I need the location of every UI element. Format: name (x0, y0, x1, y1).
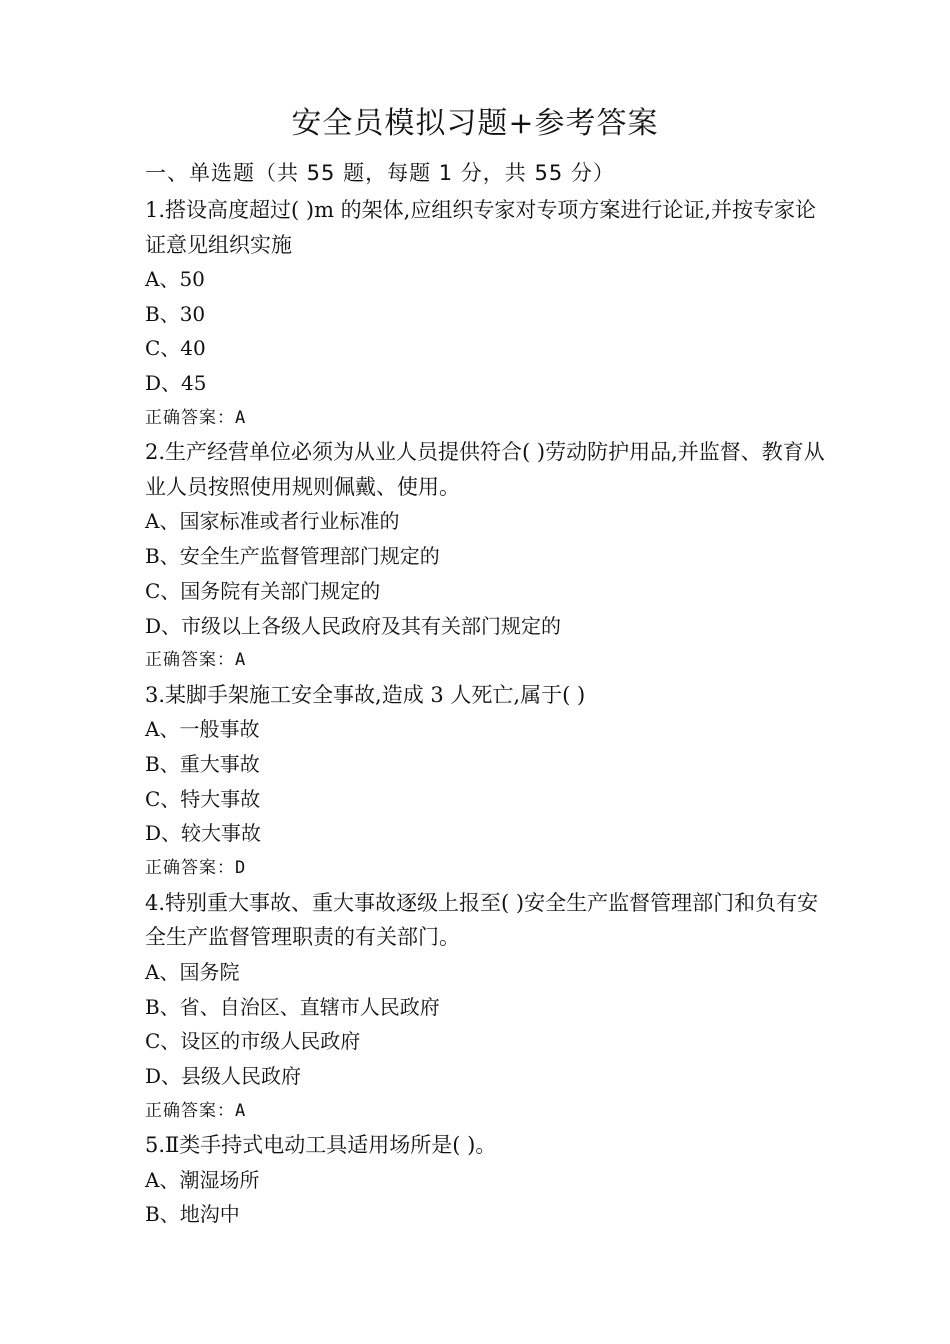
option-d: D、较大事故 (145, 821, 262, 846)
question-5 (145, 1128, 825, 1232)
option-c: C、40 (145, 336, 206, 361)
option-b: B、省、自治区、直辖市人民政府 (145, 994, 440, 1019)
option-b: B、重大事故 (145, 752, 260, 777)
question-stem: 5.Ⅱ类手持式电动工具适用场所是( )。 (145, 1133, 497, 1158)
option-d: D、县级人民政府 (145, 1063, 302, 1088)
section-heading: 一、单选题（共 55 题，每题 1 分，共 55 分） (145, 161, 615, 185)
question-stem: 2.生产经营单位必须为从业人员提供符合( )劳动防护用品,并监督、教育从业人员按照使用规则佩戴、使用。 (145, 440, 825, 499)
question-1 (145, 193, 825, 435)
option-a: A、潮湿场所 (145, 1167, 260, 1192)
option-b: B、地沟中 (145, 1202, 240, 1227)
question-stem: 3.某脚手架施工安全事故,造成 3 人死亡,属于( ) (145, 682, 586, 707)
question-stem: 1.搭设高度超过( )m 的架体,应组织专家对专项方案进行论证,并按专家论证意见组织实施 (145, 198, 817, 257)
correct-answer: 正确答案：A (145, 407, 247, 428)
option-d: D、45 (145, 371, 207, 396)
option-c: C、特大事故 (145, 786, 261, 811)
correct-answer: 正确答案：D (145, 858, 247, 879)
option-c: C、国务院有关部门规定的 (145, 578, 381, 603)
question-2 (145, 435, 825, 677)
option-c: C、设区的市级人民政府 (145, 1029, 361, 1054)
correct-answer: 正确答案：A (145, 1100, 247, 1121)
option-a: A、国务院 (145, 959, 240, 984)
question-3 (145, 678, 825, 886)
option-b: B、安全生产监督管理部门规定的 (145, 544, 440, 569)
question-list (145, 193, 825, 1232)
option-d: D、市级以上各级人民政府及其有关部门规定的 (145, 613, 562, 638)
document-title: 安全员模拟习题+参考答案 (291, 106, 659, 141)
question-4 (145, 886, 825, 1128)
option-a: A、一般事故 (145, 717, 260, 742)
option-a: A、国家标准或者行业标准的 (145, 509, 400, 534)
question-stem: 4.特别重大事故、重大事故逐级上报至( )安全生产监督管理部门和负有安全生产监督管理职责的有关部门。 (145, 890, 819, 950)
option-a: A、50 (145, 267, 205, 291)
option-b: B、30 (145, 301, 206, 326)
correct-answer: 正确答案：A (145, 650, 247, 671)
